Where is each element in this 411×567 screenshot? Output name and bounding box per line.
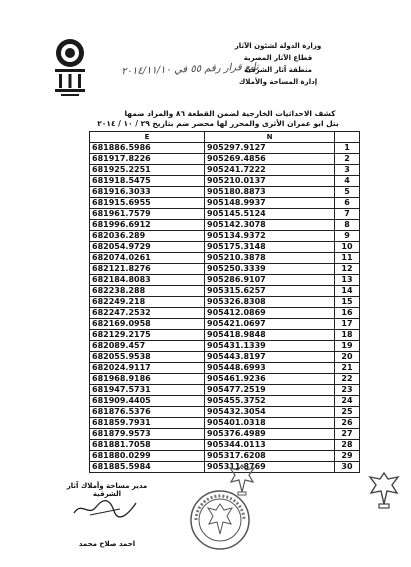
table-row — [90, 231, 360, 242]
table-row — [90, 429, 360, 440]
document-subtitle: بتل ابو عمران الأثرى والمحرر لها محضر ضم بتاريخ ٢٩ / ١٠ / ٢٠١٤ — [97, 119, 339, 128]
ministry-line: وزارة الدولة لشئون الآثار — [234, 42, 322, 50]
table-row — [90, 407, 360, 418]
point-number-cell: 14 — [335, 286, 360, 297]
point-number-cell: 16 — [335, 308, 360, 319]
table-row — [90, 297, 360, 308]
table-body — [90, 143, 360, 473]
northing-cell: 905376.4989 — [205, 429, 335, 440]
easting-cell: 682169.0958 — [90, 319, 205, 330]
table-row — [90, 385, 360, 396]
easting-cell: 682238.288 — [90, 286, 205, 297]
northing-cell: 905317.6208 — [205, 451, 335, 462]
easting-cell: 681916.3033 — [90, 187, 205, 198]
northing-cell: 905269.4856 — [205, 154, 335, 165]
point-number-cell: 26 — [335, 418, 360, 429]
easting-cell: 681881.7058 — [90, 440, 205, 451]
signatory-title: مدير مساحة وأملاك آثار الشرقية — [66, 482, 148, 498]
point-number-cell: 6 — [335, 198, 360, 209]
point-number-cell: 4 — [335, 176, 360, 187]
table-row — [90, 462, 360, 473]
northing-cell: 905432.3054 — [205, 407, 335, 418]
northing-cell: 905443.8197 — [205, 352, 335, 363]
column-header-index — [335, 132, 360, 143]
table-row — [90, 187, 360, 198]
point-number-cell: 15 — [335, 297, 360, 308]
point-number-cell: 30 — [335, 462, 360, 473]
point-number-cell: 9 — [335, 231, 360, 242]
easting-cell: 682249.218 — [90, 297, 205, 308]
easting-cell: 682055.9538 — [90, 352, 205, 363]
easting-cell: 681961.7579 — [90, 209, 205, 220]
table-row — [90, 440, 360, 451]
northing-cell: 905297.9127 — [205, 143, 335, 154]
easting-cell: 682129.2175 — [90, 330, 205, 341]
point-number-cell: 24 — [335, 396, 360, 407]
northing-cell: 905210.0137 — [205, 176, 335, 187]
northing-cell: 905461.9236 — [205, 374, 335, 385]
table-row — [90, 143, 360, 154]
table-row — [90, 308, 360, 319]
easting-cell: 682121.8276 — [90, 264, 205, 275]
northing-cell: 905311.8769 — [205, 462, 335, 473]
ministry-logo — [51, 36, 89, 98]
northing-cell: 905180.8873 — [205, 187, 335, 198]
easting-cell: 681917.8226 — [90, 154, 205, 165]
northing-cell: 905134.9372 — [205, 231, 335, 242]
table-row — [90, 264, 360, 275]
point-number-cell: 12 — [335, 264, 360, 275]
northing-cell: 905145.5124 — [205, 209, 335, 220]
round-seal-icon — [188, 488, 252, 552]
easting-cell: 681918.5475 — [90, 176, 205, 187]
table-row — [90, 330, 360, 341]
easting-cell: 682089.457 — [90, 341, 205, 352]
easting-cell: 681885.5984 — [90, 462, 205, 473]
easting-cell: 681886.5986 — [90, 143, 205, 154]
ministry-line: قطاع الآثار المصرية — [243, 54, 313, 62]
northing-cell: 905412.0869 — [205, 308, 335, 319]
point-number-cell: 1 — [335, 143, 360, 154]
northing-cell: 905455.3752 — [205, 396, 335, 407]
northing-cell: 905326.8308 — [205, 297, 335, 308]
point-number-cell: 2 — [335, 154, 360, 165]
table-row — [90, 341, 360, 352]
ministry-line: منطقة آثار الشرقية — [243, 66, 313, 74]
point-number-cell: 11 — [335, 253, 360, 264]
northing-cell: 905401.0318 — [205, 418, 335, 429]
point-number-cell: 29 — [335, 451, 360, 462]
column-header-e: E — [90, 132, 205, 143]
northing-cell: 905250.3339 — [205, 264, 335, 275]
easting-cell: 681909.4405 — [90, 396, 205, 407]
table-row — [90, 220, 360, 231]
easting-cell: 682054.9729 — [90, 242, 205, 253]
easting-cell: 681876.5376 — [90, 407, 205, 418]
table-row — [90, 165, 360, 176]
easting-cell: 681947.5731 — [90, 385, 205, 396]
table-row — [90, 275, 360, 286]
table-row — [90, 154, 360, 165]
table-row — [90, 418, 360, 429]
point-number-cell: 20 — [335, 352, 360, 363]
point-number-cell: 21 — [335, 363, 360, 374]
easting-cell: 681879.9573 — [90, 429, 205, 440]
easting-cell: 681996.6912 — [90, 220, 205, 231]
easting-cell: 681968.9186 — [90, 374, 205, 385]
point-number-cell: 8 — [335, 220, 360, 231]
point-number-cell: 10 — [335, 242, 360, 253]
easting-cell: 682184.8083 — [90, 275, 205, 286]
point-number-cell: 13 — [335, 275, 360, 286]
column-header-n: N — [205, 132, 335, 143]
easting-cell: 682036.289 — [90, 231, 205, 242]
point-number-cell: 7 — [335, 209, 360, 220]
table-row — [90, 209, 360, 220]
easting-cell: 681915.6955 — [90, 198, 205, 209]
northing-cell: 905477.2519 — [205, 385, 335, 396]
northing-cell: 905344.0113 — [205, 440, 335, 451]
table-row — [90, 363, 360, 374]
northing-cell: 905241.7222 — [205, 165, 335, 176]
northing-cell: 905210.3878 — [205, 253, 335, 264]
ministry-header — [233, 40, 323, 88]
point-number-cell: 23 — [335, 385, 360, 396]
easting-cell: 682247.2532 — [90, 308, 205, 319]
table-row — [90, 319, 360, 330]
table-row — [90, 374, 360, 385]
handwritten-signature — [70, 497, 140, 519]
northing-cell: 905421.0697 — [205, 319, 335, 330]
easting-cell: 682074.0261 — [90, 253, 205, 264]
table-row — [90, 286, 360, 297]
table-row — [90, 396, 360, 407]
table-row — [90, 253, 360, 264]
eagle-emblem-icon — [366, 470, 402, 512]
point-number-cell: 5 — [335, 187, 360, 198]
northing-cell: 905315.6257 — [205, 286, 335, 297]
handwritten-note: تابع قرار رقم ٥٥ في ٢٠١٤/١١/١٠ — [121, 61, 259, 78]
point-number-cell: 19 — [335, 341, 360, 352]
point-number-cell: 27 — [335, 429, 360, 440]
coordinates-table — [89, 131, 360, 473]
point-number-cell: 3 — [335, 165, 360, 176]
signatory-name: احمد صلاح محمد — [78, 540, 136, 548]
northing-cell: 905418.9848 — [205, 330, 335, 341]
northing-cell: 905175.3148 — [205, 242, 335, 253]
table-row — [90, 352, 360, 363]
point-number-cell: 28 — [335, 440, 360, 451]
point-number-cell: 17 — [335, 319, 360, 330]
point-number-cell: 18 — [335, 330, 360, 341]
table-header-row — [90, 132, 360, 143]
northing-cell: 905148.9937 — [205, 198, 335, 209]
northing-cell: 905142.3078 — [205, 220, 335, 231]
easting-cell: 682024.9117 — [90, 363, 205, 374]
table-row — [90, 451, 360, 462]
easting-cell: 681925.2251 — [90, 165, 205, 176]
ministry-line: إدارة المساحة والأملاك — [238, 78, 318, 86]
northing-cell: 905448.6993 — [205, 363, 335, 374]
easting-cell: 681859.7931 — [90, 418, 205, 429]
northing-cell: 905431.1339 — [205, 341, 335, 352]
table-row — [90, 242, 360, 253]
northing-cell: 905286.9107 — [205, 275, 335, 286]
point-number-cell: 22 — [335, 374, 360, 385]
table-row — [90, 198, 360, 209]
document-title: كشف الاحداثيات الخارجية لضمن القطعة ٨٦ والمراد ضمها — [124, 109, 336, 118]
table-row — [90, 176, 360, 187]
point-number-cell: 25 — [335, 407, 360, 418]
easting-cell: 681880.0299 — [90, 451, 205, 462]
